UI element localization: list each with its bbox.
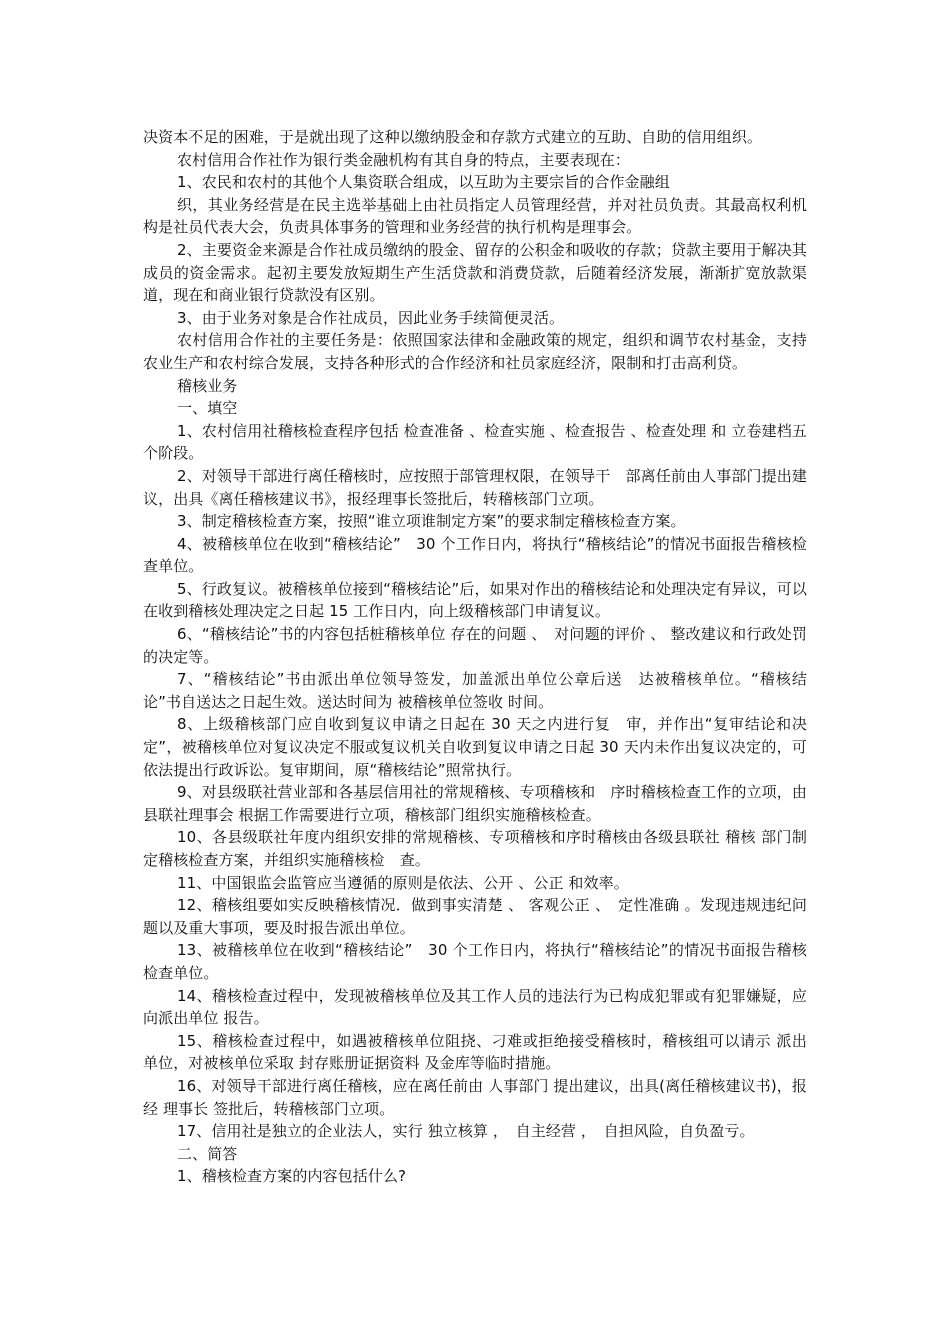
paragraph: 1、稽核检查方案的内容包括什么? (177, 1167, 407, 1186)
paragraph: 11、中国银监会监管应当遵循的原则是依法、公开 、公正 和效率。 (177, 873, 629, 892)
paragraph: 3、由于业务对象是合作社成员，因此业务手续简便灵活。 (177, 308, 565, 327)
paragraph: 2、主要资金来源是合作社成员缴纳的股金、留存的公积金和吸收的存款；贷款主要用于解决其成员的资金需求。起初主要发放短期生产生活贷款和消费贷款，后随着经济发展，渐渐扩宽放款渠道，现在和商业银行贷款没有区别。 (143, 240, 807, 305)
paragraph: 决资本不足的困难，于是就出现了这种以缴纳股金和存款方式建立的互助、自助的信用组织。 (143, 128, 763, 146)
paragraph: 二、简答 (177, 1144, 238, 1163)
paragraph: 农村信用合作社的主要任务是：依照国家法律和金融政策的规定，组织和调节农村基金，支持农业生产和农村综合发展，支持各种形式的合作经济和社员家庭经济，限制和打击高利贷。 (143, 331, 807, 372)
paragraph: 稽核业务 (177, 376, 238, 395)
paragraph: 6、“稽核结论”书的内容包括桩稽核单位 存在的问题 、 对问题的评价 、 整改建议和行政处罚的决定等。 (143, 625, 807, 666)
paragraph: 5、行政复议。被稽核单位接到“稽核结论”后，如果对作出的稽核结论和处理决定有异议，可以在收到稽核处理决定之日起 15 工作日内，向上级稽核部门申请复议。 (143, 579, 807, 621)
document-body (143, 126, 823, 1188)
paragraph: 16、对领导干部进行离任稽核，应在离任前由 人事部门 提出建议，出具(离任稽核建议书)，报经 理事长 签批后，转稽核部门立项。 (143, 1076, 807, 1118)
paragraph: 14、稽核检查过程中，发现被稽核单位及其工作人员的违法行为已构成犯罪或有犯罪嫌疑，应 向派出单位 报告。 (143, 986, 807, 1028)
paragraph: 4、被稽核单位在收到“稽核结论” 30 个工作日内，将执行“稽核结论”的情况书面报告稽核检查单位。 (143, 534, 807, 576)
paragraph: 1、农民和农村的其他个人集资联合组成，以互助为主要宗旨的合作金融组 (177, 173, 670, 192)
paragraph: 15、稽核检查过程中，如遇被稽核单位阻挠、刁难或拒绝接受稽核时，稽核组可以请示 派出 单位，对被核单位采取 封存账册证据资料 及金库等临时措施。 (143, 1031, 823, 1073)
paragraph: 农村信用合作社作为银行类金融机构有其自身的特点，主要表现在： (177, 150, 631, 169)
paragraph: 织，其业务经营是在民主选举基础上由社员指定人员管理经营，并对社员负责。其最高权利机构是社员代表大会，负责具体事务的管理和业务经营的执行机构是理事会。 (143, 195, 807, 237)
paragraph: 17、信用社是独立的企业法人，实行 独立核算 ， 自主经营 ， 自担风险，自负盈亏。 (177, 1122, 755, 1141)
paragraph: 10、各县级联社年度内组织安排的常规稽核、专项稽核和序时稽核由各级县联社 稽核 部门制定稽核检查方案，并组织实施稽核检 查。 (143, 828, 807, 869)
paragraph: 12、稽核组要如实反映稽核情况．做到事实清楚 、 客观公正 、 定性准确 。发现违规违纪问题以及重大事项，要及时报告派出单位。 (143, 896, 807, 937)
paragraph: 一、填空 (177, 399, 238, 418)
paragraph: 7、“稽核结论”书由派出单位领导签发，加盖派出单位公章后送 达被稽核单位。“稽核结论”书自送达之日起生效。送达时间为 被稽核单位签收 时间。 (143, 670, 807, 711)
paragraph: 8、上级稽核部门应自收到复议申请之日起在 30 天之内进行复 审，并作出“复审结论和决定”，被稽核单位对复议决定不服或复议机关自收到复议申请之日起 30 天内未作出复议决定的，可依法提出行政诉讼。复审期间，原“稽核结论”照常执行。 (143, 715, 807, 779)
paragraph: 1、农村信用社稽核检查程序包括 检查准备 、检查实施 、检查报告 、检查处理 和 立卷建档五个阶段。 (143, 421, 807, 463)
paragraph: 2、对领导干部进行离任稽核时，应按照于部管理权限，在领导干 部离任前由人事部门提出建议，出具《离任稽核建议书》，报经理事长签批后，转稽核部门立项。 (143, 466, 807, 508)
paragraph: 13、被稽核单位在收到“稽核结论” 30 个工作日内，将执行“稽核结论”的情况书面报告稽核检查单位。 (143, 941, 807, 982)
paragraph: 3、制定稽核检查方案，按照“谁立项谁制定方案”的要求制定稽核检查方案。 (177, 512, 686, 531)
paragraph: 9、对县级联社营业部和各基层信用社的常规稽核、专项稽核和 序时稽核检查工作的立项，由 县联社理事会 根据工作需要进行立项，稽核部门组织实施稽核检查。 (143, 783, 807, 824)
